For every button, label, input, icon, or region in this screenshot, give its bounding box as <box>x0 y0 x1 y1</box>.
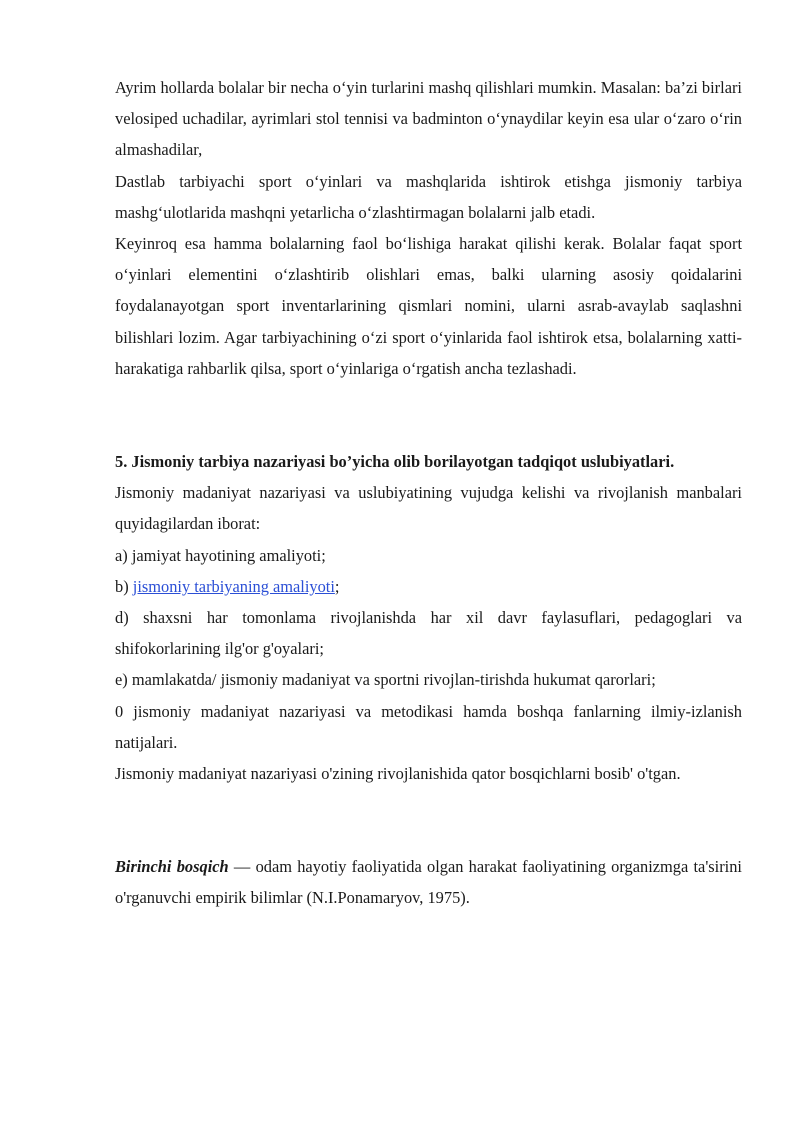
paragraph-example-games: Ayrim hollarda bolalar bir necha o‘yin turlarini mashq qilishlari mumkin. Masalan: ba’zi birlari velosiped uchadilar, ayrimlari stol tennisi va badminton o‘ynaydilar keyin esa ular o‘zaro o‘rin almashadilar, <box>115 78 742 160</box>
list-item-a: a) jamiyat hayotining amaliyoti; <box>115 545 326 565</box>
list-item-b-prefix: b) <box>115 576 133 596</box>
section-5-heading: 5. Jismoniy tarbiya nazariyasi bo’yicha olib borilayotgan tadqiqot uslubiyatlari. <box>115 452 675 472</box>
document-page <box>115 72 742 914</box>
section-spacer <box>115 384 742 446</box>
section-5-intro: Jismoniy madaniyat nazariyasi va uslubiyatining vujudga kelishi va rivojlanish manbalari quyidagilardan iborat: <box>115 483 742 534</box>
list-item-d: d) shaxsni har tomonlama rivojlanishda har xil davr faylasuflari, pedagoglari va shifokorlarining ilg'or g'oyalari; <box>115 608 742 659</box>
paragraph-active-participation: Keyinroq esa hamma bolalarning faol bo‘lishiga harakat qilishi kerak. Bolalar faqat sport o‘yinlari elementini o‘zlashtirib olishlari emas, balki ularning asosiy qoidalarini foydalanayotgan sport inventarlarining qismlari nomini, ularni asrab-avaylab saqlashni bilishlari lozim. Agar tarbiyachining o‘zi sport o‘yinlarida faol ishtirok etsa, bolalarning xatti-harakatiga rahbarlik qilsa, sport o‘yinlariga o‘rgatish ancha tezlashadi. <box>115 234 742 378</box>
list-item-b-suffix: ; <box>334 576 340 596</box>
list-item-b <box>115 571 742 602</box>
section-5-closing: Jismoniy madaniyat nazariyasi o'zining rivojlanishida qator bosqichlarni bosib' o'tgan. <box>115 764 681 784</box>
list-item-e: e) mamlakatda/ jismoniy madaniyat va sportni rivojlan-tirishda hukumat qarorlari; <box>115 670 656 690</box>
list-item-0: 0 jismoniy madaniyat nazariyasi va metodikasi hamda boshqa fanlarning ilmiy-izlanish natijalari. <box>115 701 742 752</box>
stage-1-text: — odam hayotiy faoliyatida olgan harakat faoliyatining organizmga ta'sirini o'rganuvchi empirik bilimlar (N.I.Ponamaryov, 1975). <box>115 857 742 908</box>
stage-1-term: Birinchi bosqich <box>115 857 229 877</box>
physical-education-practice-link[interactable]: jismoniy tarbiyaning amaliyoti <box>132 576 335 596</box>
paragraph-initial-involvement: Dastlab tarbiyachi sport o‘yinlari va mashqlarida ishtirok etishga jismoniy tarbiya mashg‘ulotlarida mashqni yetarlicha o‘zlashtirmagan bolalarni jalb etadi. <box>115 171 742 222</box>
section-spacer-2 <box>115 789 742 851</box>
stage-1-paragraph <box>115 851 742 913</box>
